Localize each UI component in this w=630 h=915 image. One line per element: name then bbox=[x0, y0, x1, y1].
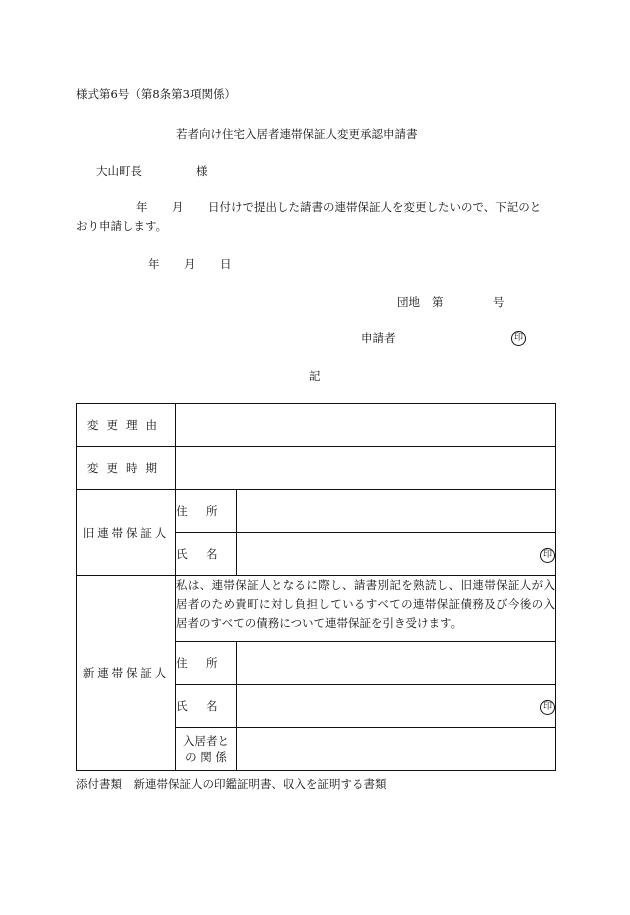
form-number: 様式第6号（第8条第3項関係） bbox=[76, 87, 236, 101]
new-address-field[interactable] bbox=[237, 642, 556, 685]
reason-label: 変更理由 bbox=[77, 404, 176, 447]
complex-dai: 第 bbox=[432, 295, 444, 309]
new-name-label: 氏名 bbox=[176, 685, 237, 728]
complex-label: 団地 bbox=[397, 295, 420, 309]
relation-field[interactable] bbox=[237, 728, 556, 771]
timing-field[interactable] bbox=[176, 447, 556, 490]
old-guarantor-label: 旧連帯保証人 bbox=[77, 490, 176, 576]
addressee-honorific: 様 bbox=[196, 164, 208, 178]
old-address-label: 住所 bbox=[176, 490, 237, 533]
seal-mark: 印 bbox=[540, 548, 555, 563]
guarantor-change-table bbox=[76, 403, 556, 771]
intro-text-line1: 日付けで提出した請書の連帯保証人を変更したいので、下記のと bbox=[208, 200, 542, 214]
relation-label-line1: 入居者と bbox=[183, 734, 229, 748]
attachments-note: 添付書類 新連帯保証人の印鑑証明書、収入を証明する書類 bbox=[76, 777, 387, 791]
timing-label: 変更時期 bbox=[77, 447, 176, 490]
complex-go: 号 bbox=[493, 295, 505, 309]
ki-heading: 記 bbox=[309, 369, 321, 383]
new-guarantor-label: 新連帯保証人 bbox=[77, 576, 176, 771]
applicant-seal bbox=[511, 329, 526, 346]
intro-month: 月 bbox=[172, 200, 184, 214]
applicant-label: 申請者 bbox=[361, 331, 396, 345]
old-address-field[interactable] bbox=[237, 490, 556, 533]
old-name-field[interactable] bbox=[237, 533, 556, 576]
document-title: 若者向け住宅入居者連帯保証人変更承認申請書 bbox=[176, 127, 418, 141]
relation-label-line2: の 関 係 bbox=[185, 750, 227, 764]
old-name-label: 氏名 bbox=[176, 533, 237, 576]
intro-text-line2: おり申請します。 bbox=[76, 219, 168, 233]
seal-mark: 印 bbox=[511, 331, 526, 346]
relation-label bbox=[176, 728, 237, 771]
reason-field[interactable] bbox=[176, 404, 556, 447]
date-year: 年 bbox=[148, 257, 160, 271]
seal-mark: 印 bbox=[540, 700, 555, 715]
new-address-label: 住所 bbox=[176, 642, 237, 685]
addressee-name: 大山町長 bbox=[96, 164, 142, 178]
intro-year: 年 bbox=[136, 200, 148, 214]
pledge-text: 私は、連帯保証人となるに際し、請書別記を熟読し、旧連帯保証人が入居者のため貴町に対し負担しているすべての連帯保証債務及び今後の入居者のすべての債務について連帯保証を引き受けます。 bbox=[176, 576, 556, 642]
date-day: 日 bbox=[220, 257, 232, 271]
date-month: 月 bbox=[184, 257, 196, 271]
new-name-field[interactable] bbox=[237, 685, 556, 728]
